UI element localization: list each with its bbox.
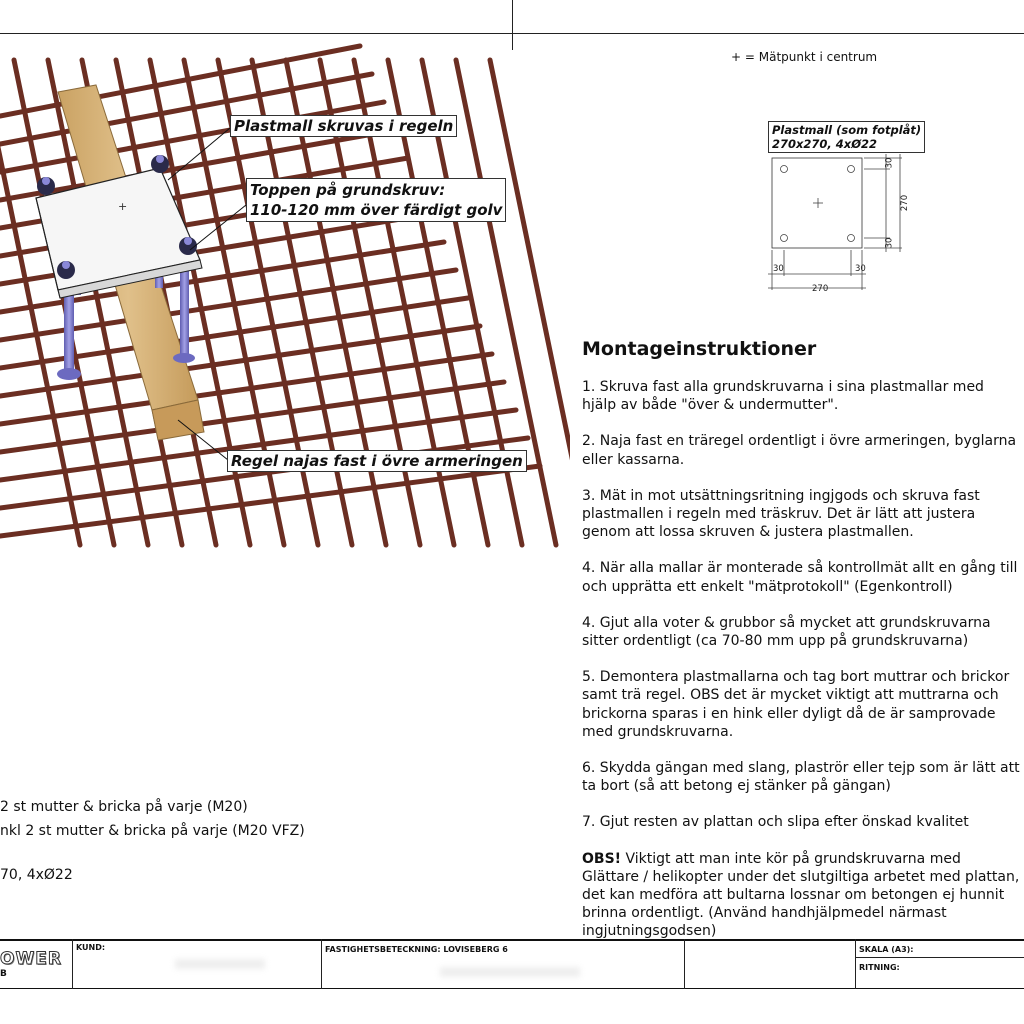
- customer-value-blurred: [175, 959, 265, 969]
- instruction-step: 6. Skydda gängan med slang, plaströr eller tejp som är lätt att ta bort (så att betong ej stänker på gängan): [582, 760, 1020, 795]
- instruction-step: 5. Demontera plastmallarna och tag bort muttrar och brickor samt trä regel. OBS det är mycket viktigt att muttrarna och brickorna sparas i en hink eller dyligt då de är samprovade med grundskruvarna.: [582, 669, 1010, 740]
- scale-label: SKALA (A3):: [859, 945, 914, 954]
- callout-toppen-line2: 110-120 mm över färdigt golv: [250, 201, 503, 219]
- instruction-step: 7. Gjut resten av plattan och slipa efter önskad kvalitet: [582, 814, 969, 831]
- instruction-steps: [582, 378, 1022, 832]
- callout-regel: Regel najas fast i övre armeringen: [227, 450, 527, 472]
- title-block-bottom-line: [0, 988, 1024, 989]
- dim-30-right: 30: [855, 264, 866, 274]
- instructions-title: Montageinstruktioner: [582, 338, 817, 360]
- dim-270-right: 270: [900, 194, 911, 212]
- measure-point-legend: + = Mätpunkt i centrum: [731, 50, 878, 64]
- title-block-divider: [72, 939, 73, 989]
- company-logo: OWER: [0, 949, 62, 969]
- instruction-step: 4. Gjut alla voter & grubbor så mycket att grundskruvarna sitter ordentligt (ca 70-80 mm upp på grundskruvarna): [582, 614, 991, 650]
- obs-text: Viktigt att man inte kör på grundskruvarna med Glättare / helikopter under det slutgiltiga arbetet med plattan, det kan medföra att bultarna lossnar om betongen ej hunnit brinna ordentligt. (Använd handhjälpmedel närmast ingjutningsgodsen): [582, 850, 1020, 940]
- template-caption-line2: 270x270, 4xØ22: [772, 137, 877, 151]
- callout-toppen-line1: Toppen på grundskruv:: [250, 181, 446, 199]
- callout-toppen: [246, 178, 506, 222]
- parts-line-2: nkl 2 st mutter & bricka på varje (M20 VFZ): [0, 823, 305, 839]
- property-label: FASTIGHETSBETECKNING: LOVISEBERG 6: [325, 945, 508, 954]
- company-logo-sub: B: [0, 969, 7, 979]
- title-block-divider: [855, 939, 856, 989]
- title-block-top-line: [0, 939, 1024, 941]
- svg-text:+: +: [118, 200, 128, 213]
- template-plate-drawing: [760, 150, 920, 300]
- parts-list: [0, 795, 305, 887]
- dim-30-left: 30: [773, 264, 784, 274]
- customer-label: KUND:: [76, 943, 106, 952]
- title-block-inner-line: [855, 957, 1024, 958]
- property-value-blurred: [440, 967, 580, 977]
- obs-label: OBS!: [582, 850, 622, 867]
- template-caption-line1: Plastmall (som fotplåt): [772, 123, 922, 137]
- title-block: [0, 939, 1024, 989]
- title-block-divider: [684, 939, 685, 989]
- template-caption: [768, 121, 925, 153]
- dim-270-bottom: 270: [812, 284, 829, 294]
- parts-line-3: 70, 4xØ22: [0, 867, 73, 883]
- instruction-step: 2. Naja fast en träregel ordentligt i övre armeringen, byglarna eller kassarna.: [582, 433, 1017, 468]
- instruction-step: 3. Mät in mot utsättningsritning ingjgods och skruva fast plastmallen i regeln med träskruv. Det är lätt att justera genom att lossa skruven & justera plastmallen.: [582, 487, 980, 541]
- drawing-label: RITNING:: [859, 963, 900, 972]
- callout-plastmall: Plastmall skruvas i regeln: [230, 115, 457, 137]
- instruction-step: 4. När alla mallar är monterade så kontrollmät allt en gång till och upprätta ett enkelt "mätprotokoll" (Egenkontroll): [582, 560, 1018, 595]
- instruction-step: 1. Skruva fast alla grundskruvarna i sina plastmallar med hjälp av både "över & undermutter".: [582, 379, 984, 414]
- dim-30-top: 30: [884, 157, 895, 169]
- dim-30-bottom-right: 30: [884, 237, 895, 249]
- obs-note: [582, 850, 1022, 941]
- parts-line-1: 2 st mutter & bricka på varje (M20): [0, 799, 248, 815]
- title-block-divider: [321, 939, 322, 989]
- assembly-instructions: [582, 338, 1022, 959]
